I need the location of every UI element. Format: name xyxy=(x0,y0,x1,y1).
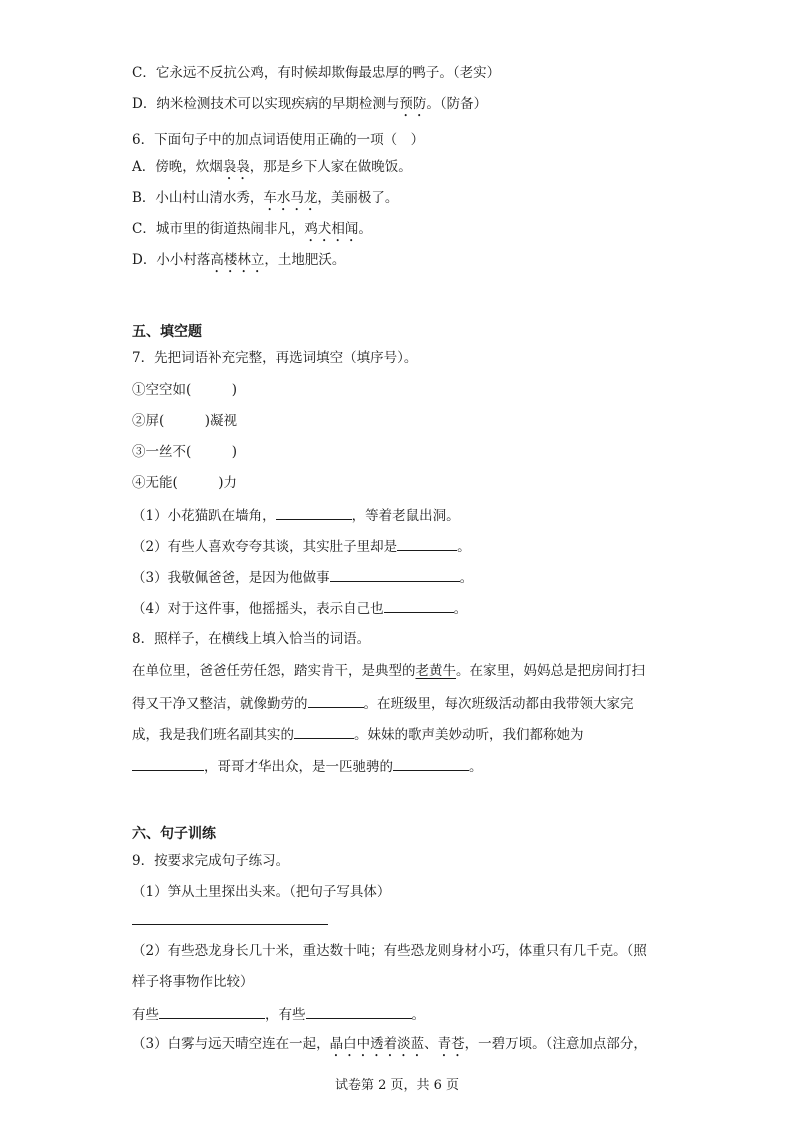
q9-s2-blank-2[interactable] xyxy=(306,1004,412,1019)
q9-s3-pre: （3）白雾与远天晴空连在一起， xyxy=(132,1036,330,1052)
q9-stem: 9．按要求完成句子练习。 xyxy=(132,853,290,869)
q7-sentence-4 xyxy=(132,598,467,618)
q5-option-d xyxy=(132,95,487,120)
q9-s3-mid: ，一碧万顷。（注意加点部分， xyxy=(464,1036,647,1052)
q6-d-post: ，土地肥沃。 xyxy=(264,252,346,268)
q7-sentence-3 xyxy=(132,567,473,587)
q6-a-pre: A．傍晚，炊烟 xyxy=(132,159,223,175)
q8-line-2 xyxy=(132,693,634,713)
q6-a-post: ，那是乡下人家在做晚饭。 xyxy=(249,159,412,175)
q6-c-post: 。 xyxy=(358,221,372,237)
q7-s3-blank[interactable] xyxy=(330,567,460,582)
q8-l3-post: 。妹妹的歌声美妙动听，我们都称她为 xyxy=(354,727,584,743)
q7-sentence-2 xyxy=(132,536,471,556)
q8-l4-mid: ，哥哥才华出众，是一匹驰骋的 xyxy=(204,759,393,775)
q7-s4-blank[interactable] xyxy=(384,598,454,613)
q9-sentence-2-line-2: 样子将事物作比较） xyxy=(132,974,254,990)
q7-sentence-1 xyxy=(132,505,460,525)
q8-l2-post: 。在班级里，每次班级活动都由我带领大家完 xyxy=(363,696,634,712)
q8-line-4 xyxy=(132,756,483,776)
q9-s1-answer-line[interactable] xyxy=(132,910,328,925)
q8-blank-2[interactable] xyxy=(294,724,354,739)
q6-stem: 6．下面句子中的加点词语使用正确的一项（ ） xyxy=(132,132,425,148)
q9-sentence-2-answer xyxy=(132,1004,425,1024)
q6-b-dotted-word: 车水马龙 xyxy=(263,190,318,206)
q8-l1-pre: 在单位里，爸爸任劳任怨，踏实肯干，是典型的 xyxy=(132,663,416,679)
q7-s2-pre: （2）有些人喜欢夸夸其谈，其实肚子里却是 xyxy=(132,539,398,555)
q6-d-dotted-word: 高楼林立 xyxy=(210,252,265,268)
q6-option-c xyxy=(132,220,372,245)
q9-s2-b: ，有些 xyxy=(265,1007,306,1023)
q9-s2-blank-1[interactable] xyxy=(159,1004,265,1019)
q8-l2-pre: 得又干净又整洁，就像勤劳的 xyxy=(132,696,308,712)
q7-s4-post: 。 xyxy=(453,601,468,617)
q6-b-pre: B．小山村山清水秀， xyxy=(132,190,264,206)
q8-l3-pre: 成，我是我们班名副其实的 xyxy=(132,727,294,743)
q6-c-pre: C．城市里的街道热闹非凡， xyxy=(132,221,305,237)
q6-option-d xyxy=(132,251,345,276)
q6-d-pre: D．小小村落 xyxy=(132,252,211,268)
q8-l1-post: 。在家里，妈妈总是把房间打扫 xyxy=(456,663,645,679)
q7-item-4: ④无能( )力 xyxy=(132,475,238,491)
q7-item-3: ③一丝不( ) xyxy=(132,444,238,460)
q8-l4-post: 。 xyxy=(469,759,483,775)
q7-s2-post: 。 xyxy=(457,539,471,555)
q7-s1-post: ，等着老鼠出洞。 xyxy=(351,508,460,524)
q5-option-d-pre: D．纳米检测技术可以实现疾病的早期检测与 xyxy=(132,96,400,112)
q7-item-2: ②屏( )凝视 xyxy=(132,413,238,429)
q8-line-1 xyxy=(132,662,645,680)
q6-c-dotted-word: 鸡犬相闻 xyxy=(304,221,359,237)
q7-stem: 7．先把词语补充完整，再选词填空（填序号）。 xyxy=(132,350,418,366)
section-5-title: 五、填空题 xyxy=(132,324,202,340)
q7-s4-pre: （4）对于这件事，他摇摇头，表示自己也 xyxy=(132,601,384,617)
q8-blank-3[interactable] xyxy=(132,756,204,771)
q5-option-c: C．它永远不反抗公鸡，有时候却欺侮最忠厚的鸭子。（老实） xyxy=(132,65,501,81)
q8-stem: 8．照样子，在横线上填入恰当的词语。 xyxy=(132,631,371,647)
page-footer: 试卷第 2 页，共 6 页 xyxy=(334,1078,460,1093)
q8-blank-4[interactable] xyxy=(393,756,469,771)
q7-s2-blank[interactable] xyxy=(397,536,457,551)
q7-s3-post: 。 xyxy=(459,570,474,586)
q6-a-dotted-word: 袅袅 xyxy=(222,159,250,175)
q8-line-3 xyxy=(132,724,584,744)
q7-s1-pre: （1）小花猫趴在墙角， xyxy=(132,508,276,524)
q8-l1-example-word: 老黄牛 xyxy=(415,663,456,679)
q9-s3-dotted-phrase: 晶白中透着淡蓝、青苍 xyxy=(329,1036,465,1052)
q7-s3-pre: （3）我敬佩爸爸，是因为他做事 xyxy=(132,570,330,586)
q6-option-b xyxy=(132,189,398,214)
q5-option-d-post: 。（防备） xyxy=(426,96,488,112)
q6-b-post: ，美丽极了。 xyxy=(317,190,399,206)
q9-sentence-1: （1）笋从土里探出头来。（把句子写具体） xyxy=(132,884,391,900)
q8-blank-1[interactable] xyxy=(308,693,364,708)
q6-option-a xyxy=(132,158,412,183)
q9-sentence-2-line-1: （2）有些恐龙身长几十米，重达数十吨；有些恐龙则身材小巧，体重只有几千克。（照 xyxy=(132,943,647,959)
q7-item-1: ①空空如( ) xyxy=(132,382,238,398)
q9-s2-c: 。 xyxy=(411,1007,425,1023)
q7-s1-blank[interactable] xyxy=(276,505,352,520)
q9-s2-a: 有些 xyxy=(132,1007,159,1023)
q5-option-d-dotted-word: 预防 xyxy=(399,96,427,112)
q9-sentence-3 xyxy=(132,1035,647,1060)
section-6-title: 六、句子训练 xyxy=(132,826,216,842)
